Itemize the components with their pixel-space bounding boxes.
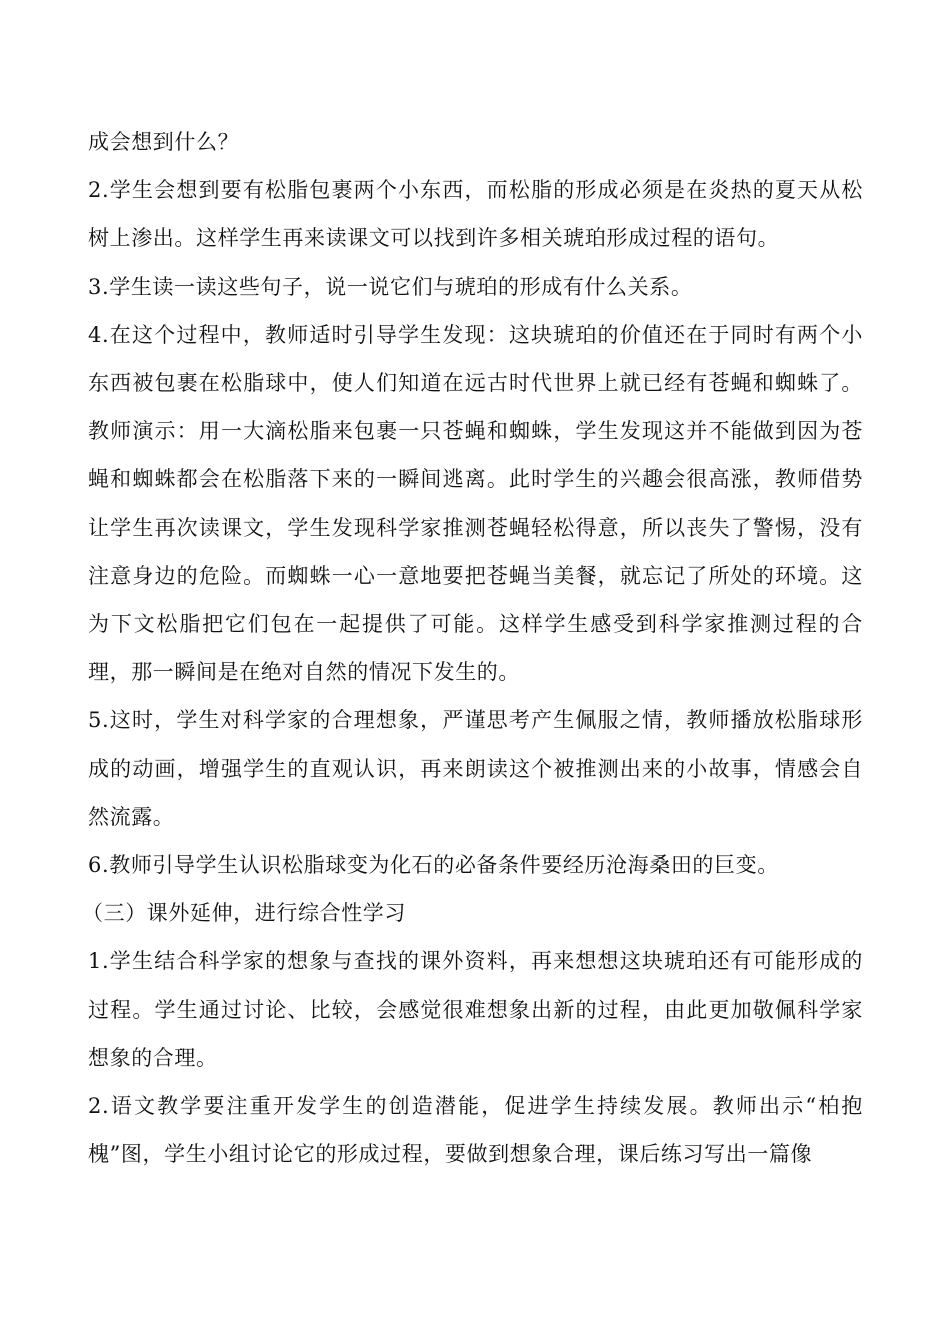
- paragraph-item-3: 3.学生读一读这些句子，说一说它们与琥珀的形成有什么关系。: [88, 274, 693, 299]
- section-paragraph-1: 1.学生结合科学家的想象与查找的课外资料，再来想想这块琥珀还有可能形成的过程。学生通过讨论、比较，会感觉很难想象出新的过程，由此更加敬佩科学家想象的合理。: [88, 949, 863, 1070]
- document-page: [82, 118, 863, 1178]
- section-paragraph-2: 2.语文教学要注重开发学生的创造潜能，促进学生持续发展。教师出示“柏抱槐”图，学生小组讨论它的形成过程，要做到想象合理，课后练习写出一篇像: [88, 1094, 863, 1167]
- paragraph-item-5: 5.这时，学生对科学家的合理想象，严谨思考产生佩服之情，教师播放松脂球形成的动画，增强学生的直观认识，再来朗读这个被推测出来的小故事，情感会自然流露。: [88, 708, 863, 829]
- section-heading: （三）课外延伸，进行综合性学习: [82, 901, 406, 926]
- paragraph-item-6: 6.教师引导学生认识松脂球变为化石的必备条件要经历沧海桑田的巨变。: [88, 853, 779, 878]
- paragraph-item-4: 4.在这个过程中，教师适时引导学生发现：这块琥珀的价值还在于同时有两个小东西被包裹在松脂球中，使人们知道在远古时代世界上就已经有苍蝇和蜘蛛了。教师演示：用一大滴松脂来包裹一只苍蝇和蜘蛛，学生发现这并不能做到因为苍蝇和蜘蛛都会在松脂落下来的一瞬间逃离。此时学生的兴趣会很高涨，教师借势让学生再次读课文，学生发现科学家推测苍蝇轻松得意，所以丧失了警惕，没有注意身边的危险。而蜘蛛一心一意地要把苍蝇当美餐，就忘记了所处的环境。这为下文松脂把它们包在一起提供了可能。这样学生感受到科学家推测过程的合理，那一瞬间是在绝对自然的情况下发生的。: [88, 322, 863, 685]
- paragraph-continuation: 成会想到什么？: [88, 130, 240, 154]
- paragraph-item-2: 2.学生会想到要有松脂包裹两个小东西，而松脂的形成必须是在炎热的夏天从松树上渗出。这样学生再来读课文可以找到许多相关琥珀形成过程的语句。: [88, 178, 863, 251]
